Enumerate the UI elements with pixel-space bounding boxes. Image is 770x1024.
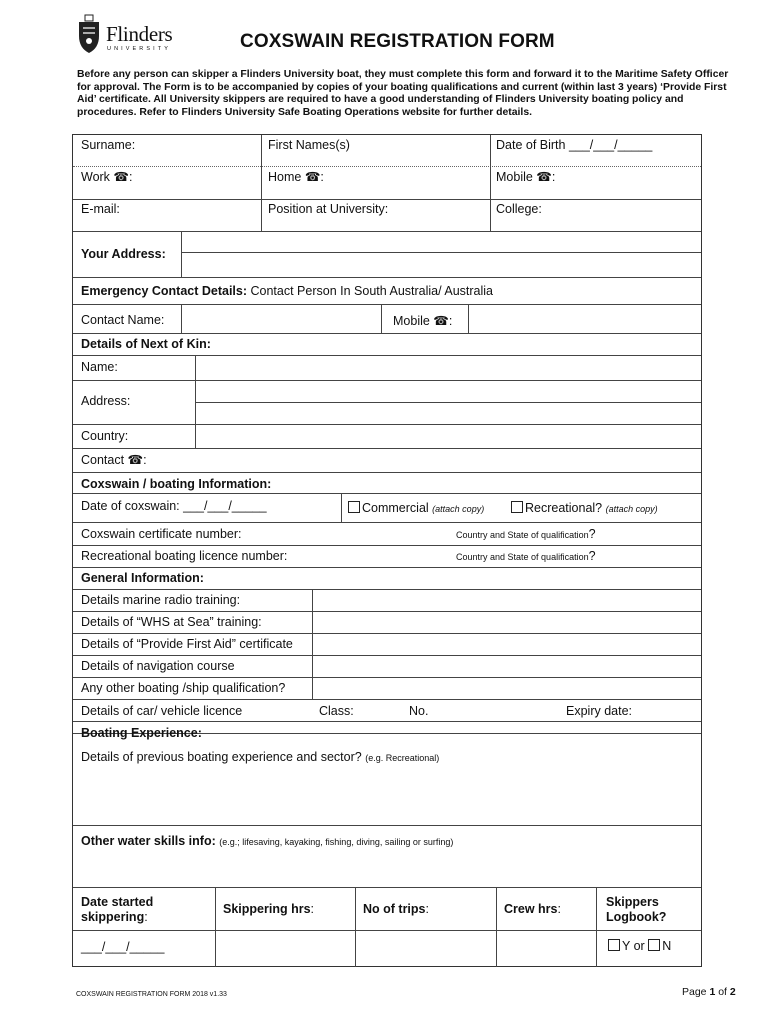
form-title: COXSWAIN REGISTRATION FORM	[240, 31, 555, 52]
date-started-blank: ___/___/_____	[81, 940, 165, 954]
kin-contact-label: Contact ☎:	[81, 453, 147, 467]
emergency-heading: Emergency Contact Details: Contact Person In South Australia/ Australia	[81, 284, 494, 298]
trips-header: No of trips:	[363, 902, 429, 916]
logbook-header-2: Logbook?	[606, 910, 667, 924]
coxswain-heading: Coxswain / boating Information:	[81, 477, 272, 491]
registration-form	[72, 134, 702, 967]
position-label: Position at University:	[268, 202, 389, 216]
licence-class-label: Class:	[319, 704, 354, 718]
address-label: Your Address:	[81, 247, 166, 261]
logbook-header: Skippers	[606, 895, 659, 909]
first-aid-label: Details of “Provide First Aid” certificate	[81, 637, 293, 651]
commercial-option[interactable]: Commercial (attach copy)	[348, 501, 484, 515]
next-of-kin-heading: Details of Next of Kin:	[81, 337, 211, 351]
surname-label: Surname:	[81, 138, 136, 152]
navigation-course-label: Details of navigation course	[81, 659, 235, 673]
page-indicator: Page 1 of 2	[682, 986, 736, 998]
university-logo	[76, 14, 186, 60]
general-heading: General Information:	[81, 571, 204, 585]
recreational-option[interactable]: Recreational? (attach copy)	[511, 501, 658, 515]
dob-label: Date of Birth ___/___/_____	[496, 138, 653, 152]
skippering-hrs-header: Skippering hrs:	[223, 902, 315, 916]
commercial-checkbox[interactable]	[348, 501, 360, 513]
kin-country-label: Country:	[81, 429, 129, 443]
home-phone-label: Home ☎:	[268, 170, 324, 184]
crest-icon	[76, 14, 102, 54]
contact-mobile-label: Mobile ☎:	[393, 314, 453, 328]
first-names-label: First Names(s)	[268, 138, 350, 152]
logbook-yes-checkbox[interactable]	[608, 939, 620, 951]
logbook-options[interactable]: Y or N	[608, 939, 671, 953]
kin-address-label: Address:	[81, 394, 131, 408]
footer-form-version: COXSWAIN REGISTRATION FORM 2018 v1.33	[76, 991, 227, 998]
licence-no-label: No.	[409, 704, 429, 718]
email-label: E-mail:	[81, 202, 120, 216]
logbook-no-checkbox[interactable]	[648, 939, 660, 951]
date-started-header-2: skippering:	[81, 910, 148, 924]
cert-number-label: Coxswain certificate number:	[81, 527, 242, 541]
water-skills-label: Other water skills info: (e.g.; lifesaving, kayaking, fishing, diving, sailing or surfing)	[81, 834, 454, 848]
cert-country-label: Country and State of qualification?	[456, 527, 596, 541]
work-phone-label: Work ☎:	[81, 170, 133, 184]
experience-heading: Boating Experience:	[81, 726, 202, 740]
logo-wordmark: Flinders	[106, 22, 173, 46]
date-started-header: Date started	[81, 895, 154, 909]
vehicle-licence-label: Details of car/ vehicle licence	[81, 704, 243, 718]
radio-training-label: Details marine radio training:	[81, 593, 241, 607]
recreational-checkbox[interactable]	[511, 501, 523, 513]
college-label: College:	[496, 202, 542, 216]
mobile-label: Mobile ☎:	[496, 170, 556, 184]
logo-subtext: UNIVERSITY	[107, 46, 172, 52]
previous-experience-label: Details of previous boating experience and sector? (e.g. Recreational)	[81, 750, 440, 764]
licence-country-label: Country and State of qualification?	[456, 549, 596, 563]
crew-hrs-header: Crew hrs:	[504, 902, 561, 916]
coxswain-date-label: Date of coxswain: ___/___/_____	[81, 499, 267, 513]
whs-training-label: Details of “WHS at Sea” training:	[81, 615, 262, 629]
contact-name-label: Contact Name:	[81, 313, 165, 327]
other-qualification-label: Any other boating /ship qualification?	[81, 681, 286, 695]
kin-name-label: Name:	[81, 360, 118, 374]
intro-text: Before any person can skipper a Flinders University boat, they must complete this form and forward it to the Maritime Safety Officer for approval. The Form is to be accompanied by copies of your boating qualifications and current (within last 3 years) ‘Provide First Aid’ certificate. All University skippers are required to have a good understanding of Flinders University boating policy and procedures. Refer to Flinders University Safe Boating Operations website for further details.	[77, 69, 729, 118]
licence-number-label: Recreational boating licence number:	[81, 549, 288, 563]
licence-expiry-label: Expiry date:	[566, 704, 633, 718]
